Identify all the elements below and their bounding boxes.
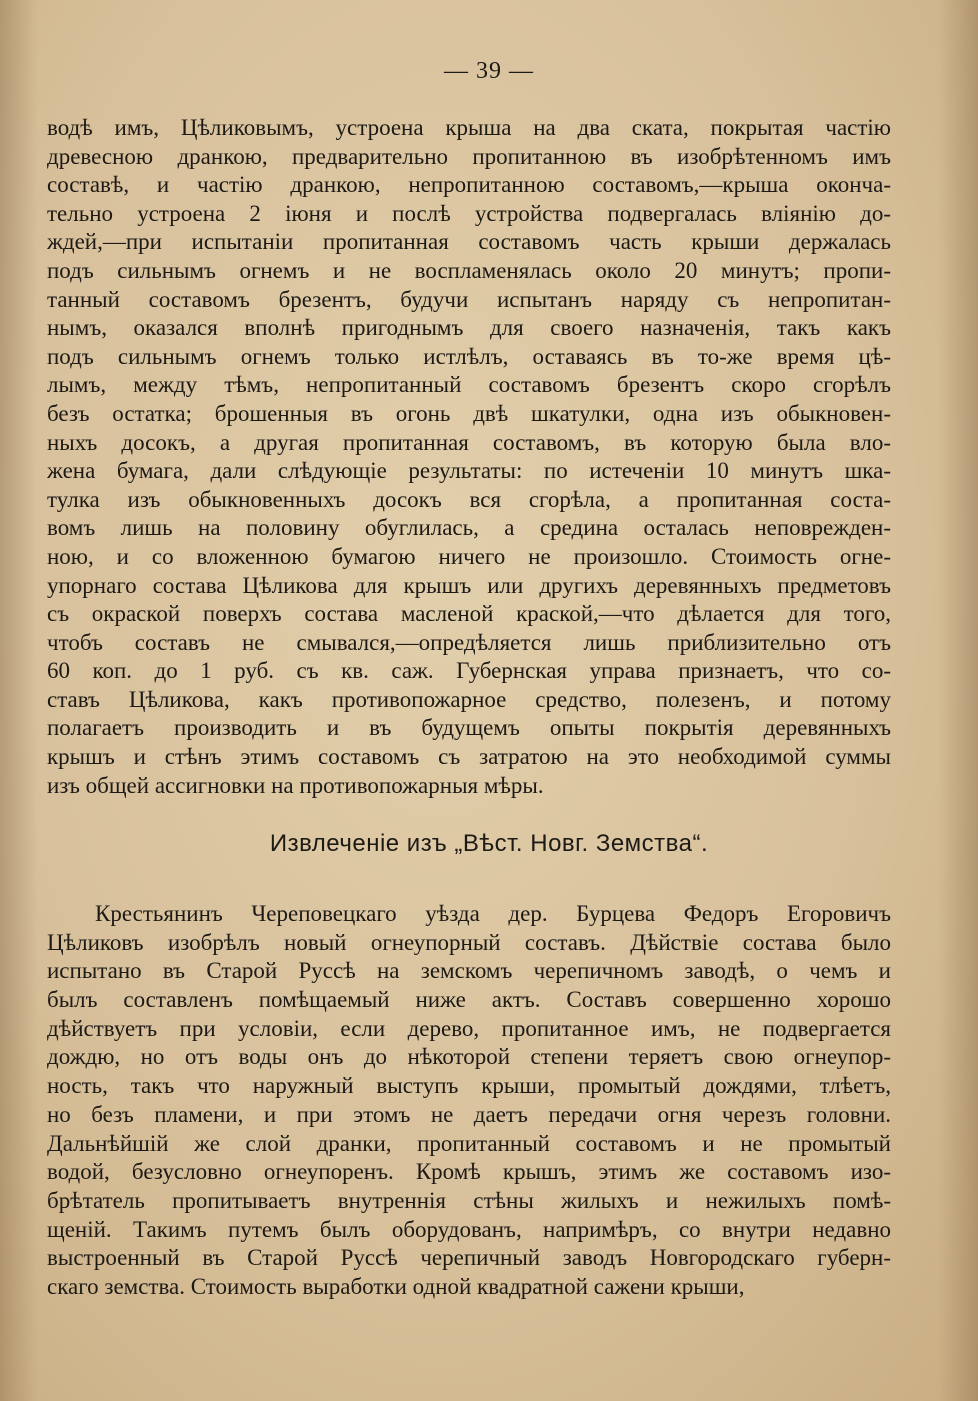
text-line: изъ общей ассигновки на противопожарныя мѣры. <box>47 772 544 798</box>
text-line: выстроенный въ Старой Руссѣ черепичный заводъ Новгородскаго губерн- <box>47 1245 891 1271</box>
text-line: подъ сильнымъ огнемъ только истлѣлъ, оставаясь въ то-же время цѣ- <box>47 343 891 369</box>
text-line: лымъ, между тѣмъ, непропитанный составомъ брезентъ скоро сгорѣлъ <box>47 372 891 398</box>
page-edge-shadow-left <box>0 0 38 1401</box>
text-line: но безъ пламени, и при этомъ не даетъ передачи огня черезъ головни. <box>47 1101 891 1127</box>
text-line: ныхъ досокъ, а другая пропитанная составомъ, въ которую была вло- <box>47 429 891 455</box>
text-line: составѣ, и частію дранкою, непропитанною составомъ,—крыша оконча- <box>47 172 891 198</box>
text-line: безъ остатка; брошенныя въ огонь двѣ шкатулки, одна изъ обыкновен- <box>47 400 891 426</box>
text-line: вомъ лишь на половину обуглилась, а средина осталась неповрежден- <box>47 515 891 541</box>
section-heading: Извлеченіе изъ „Вѣст. Новг. Земства“. <box>269 830 709 857</box>
text-line: крышъ и стѣнъ этимъ составомъ съ затратою на это необходимой суммы <box>47 744 891 770</box>
text-line: ность, такъ что наружный выступъ крыши, промытый дождями, тлѣетъ, <box>47 1073 891 1099</box>
text-line: водѣ имъ, Цѣликовымъ, устроена крыша на два ската, покрытая частію <box>47 115 891 140</box>
text-line: танный составомъ брезентъ, будучи испытанъ наряду съ непропитан- <box>47 286 891 312</box>
text-line: дождю, но отъ воды онъ до нѣкоторой степени теряетъ свою огнеупор- <box>47 1044 891 1070</box>
text-line: нымъ, оказался вполнѣ пригоднымъ для своего назначенія, такъ какъ <box>47 315 891 341</box>
text-line: чтобъ составъ не смывался,—опредѣляется лишь приблизительно отъ <box>47 629 891 655</box>
text-line: упорнаго состава Цѣликова для крышъ или другихъ деревянныхъ предметовъ <box>47 572 891 598</box>
text-line: Дальнѣйшій же слой дранки, пропитанный составомъ и не промытый <box>47 1130 891 1156</box>
page-number: — 39 — <box>444 58 534 84</box>
text-line: тулка изъ обыкновенныхъ досокъ вся сгорѣла, а пропитанная соста- <box>47 486 891 512</box>
text-line: испытано въ Старой Руссѣ на земскомъ черепичномъ заводѣ, о чемъ и <box>47 958 891 984</box>
text-line: щеній. Такимъ путемъ былъ оборудованъ, напримѣръ, со внутри недавно <box>47 1216 891 1242</box>
text-line: былъ составленъ помѣщаемый ниже актъ. Составъ совершенно хорошо <box>47 987 891 1013</box>
text-line: древесною дранкою, предварительно пропитанною въ изобрѣтенномъ имъ <box>47 143 891 169</box>
text-line: полагаетъ производить и въ будущемъ опыты покрытія деревянныхъ <box>47 715 891 741</box>
text-line: тельно устроена 2 іюня и послѣ устройства подвергалась вліянію до- <box>47 200 891 226</box>
text-line: скаго земства. Стоимость выработки одной квадратной сажени крыши, <box>47 1273 745 1299</box>
paragraph-continued <box>47 114 891 800</box>
text-line: ждей,—при испытаніи пропитанная составомъ часть крыши держалась <box>47 229 891 255</box>
text-line: ною, и со вложенною бумагою ничего не произошло. Стоимость огне- <box>47 543 891 569</box>
paragraph-extract <box>47 900 891 1302</box>
text-line: дѣйствуетъ при условіи, если дерево, пропитанное имъ, не подвергается <box>47 1015 891 1041</box>
page-edge-shadow-right <box>938 0 978 1401</box>
text-line: Крестьянинъ Череповецкаго уѣзда дер. Бурцева Федоръ Егоровичъ <box>95 901 891 926</box>
text-line: Цѣликовъ изобрѣлъ новый огнеупорный составъ. Дѣйствіе состава было <box>47 929 891 955</box>
text-line: брѣтатель пропитываетъ внутреннія стѣны жилыхъ и нежилыхъ помѣ- <box>47 1187 891 1213</box>
text-line: ставъ Цѣликова, какъ противопожарное средство, полезенъ, и потому <box>47 686 891 712</box>
text-line: съ окраской поверхъ состава масленой краской,—что дѣлается для того, <box>47 601 891 627</box>
text-line: жена бумага, дали слѣдующіе результаты: по истеченіи 10 минутъ шка- <box>47 458 891 484</box>
text-line: подъ сильнымъ огнемъ и не воспламенялась около 20 минутъ; пропи- <box>47 257 891 283</box>
text-line: водой, безусловно огнеупоренъ. Кромѣ крышъ, этимъ же составомъ изо- <box>47 1159 891 1185</box>
text-line: 60 коп. до 1 руб. съ кв. саж. Губернская управа признаетъ, что со- <box>47 658 891 684</box>
